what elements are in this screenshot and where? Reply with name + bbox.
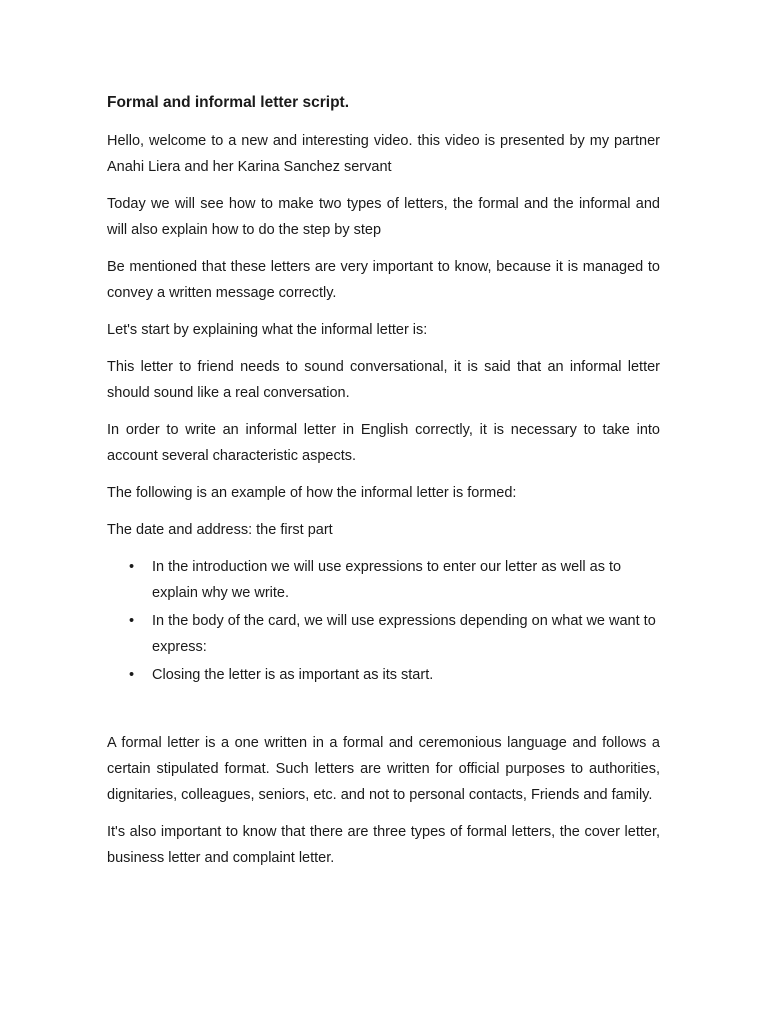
list-item <box>107 662 660 688</box>
paragraph-informal-start: Let's start by explaining what the informal letter is: <box>107 322 428 338</box>
bullet-icon: • <box>129 667 135 683</box>
paragraph-intro: Hello, welcome to a new and interesting video. this video is presented by my partner Anahi Liera and her Karina Sanchez servant <box>107 133 660 175</box>
bullet-icon: • <box>129 613 135 629</box>
list-item-text: Closing the letter is as important as its start. <box>152 667 434 683</box>
list-item <box>107 608 660 660</box>
paragraph-today: Today we will see how to make two types of letters, the formal and the informal and will also explain how to do the step by step <box>107 196 660 238</box>
paragraph-formal-types: It's also important to know that there are three types of formal letters, the cover letter, business letter and complaint letter. <box>107 824 660 866</box>
paragraph-date-address: The date and address: the first part <box>107 522 333 538</box>
section-spacer <box>107 690 660 730</box>
informal-letter-parts-list <box>107 554 660 688</box>
paragraph-informal-aspects: In order to write an informal letter in English correctly, it is necessary to take into account several characteristic aspects. <box>107 422 660 464</box>
paragraph-example-intro: The following is an example of how the informal letter is formed: <box>107 485 517 501</box>
document-page <box>107 92 660 882</box>
list-item <box>107 554 660 606</box>
paragraph-formal-definition: A formal letter is a one written in a formal and ceremonious language and follows a certain stipulated format. Such letters are written for official purposes to authorities, dignitaries, colleagues, seniors, etc. and not to personal contacts, Friends and family. <box>107 735 660 803</box>
document-title: Formal and informal letter script. <box>107 94 350 111</box>
paragraph-importance: Be mentioned that these letters are very important to know, because it is managed to convey a written message correctly. <box>107 259 660 301</box>
list-item-text: In the introduction we will use expressions to enter our letter as well as to explain why we write. <box>152 559 622 601</box>
list-item-text: In the body of the card, we will use expressions depending on what we want to express: <box>152 613 656 655</box>
bullet-icon: • <box>129 559 135 575</box>
paragraph-informal-definition: This letter to friend needs to sound conversational, it is said that an informal letter should sound like a real conversation. <box>107 359 660 401</box>
